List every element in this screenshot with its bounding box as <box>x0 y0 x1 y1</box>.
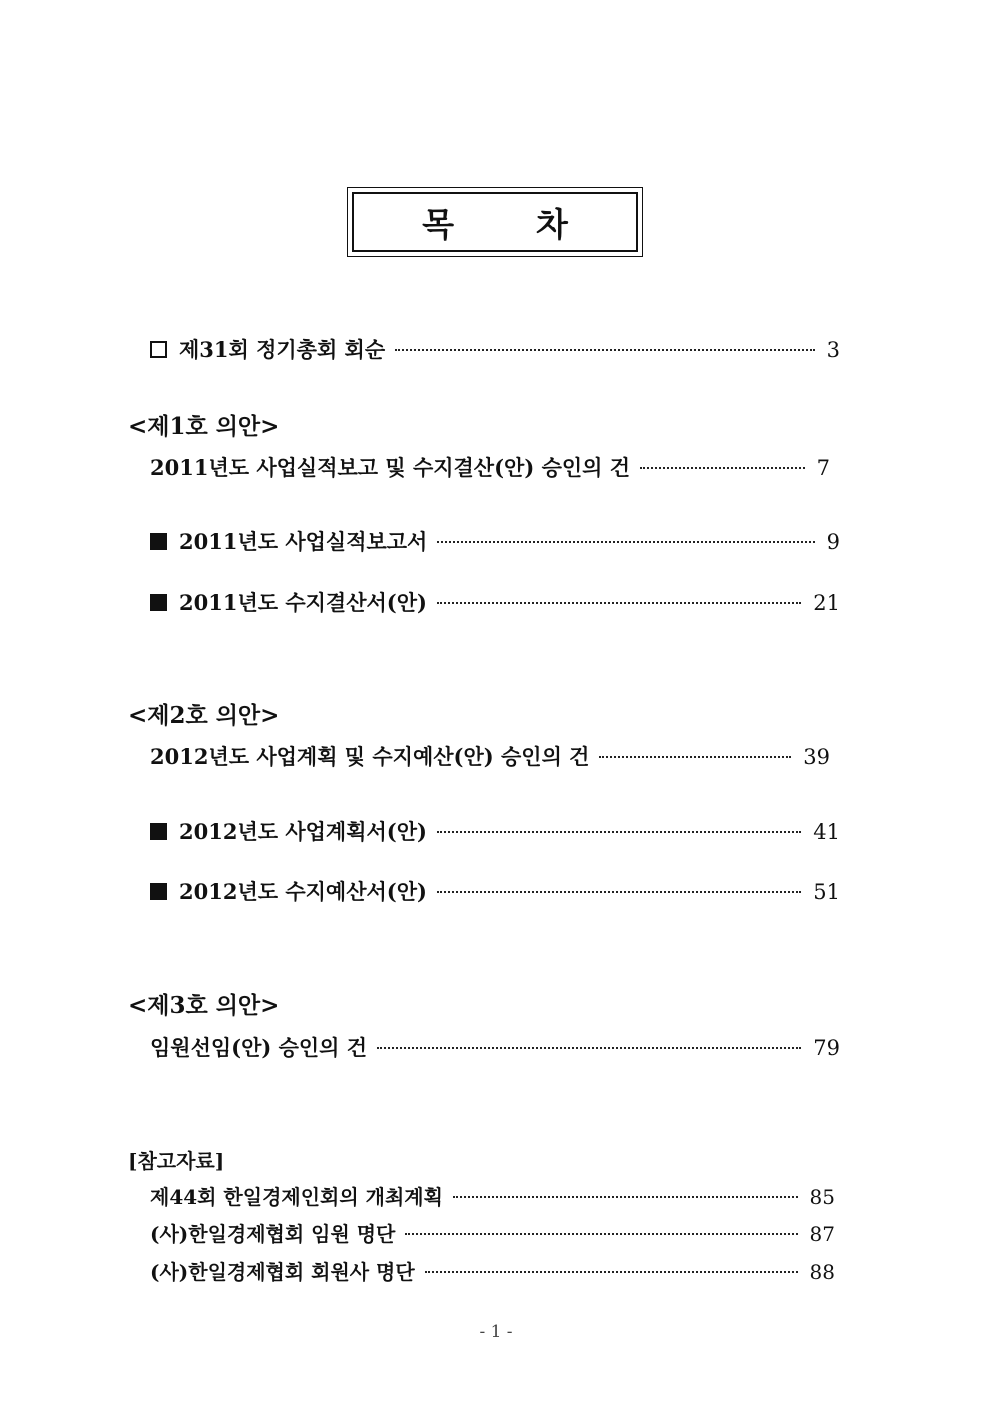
dot-leader <box>405 1233 797 1235</box>
dot-leader <box>599 756 791 758</box>
toc-page: 41 <box>813 820 840 844</box>
filled-square-icon <box>150 823 167 840</box>
toc-page: 79 <box>813 1036 840 1060</box>
agenda3-heading: <제3호 의안> <box>128 992 280 1019</box>
toc-page: 88 <box>809 1260 835 1284</box>
toc-label: 제31회 정기총회 회순 <box>179 337 386 362</box>
dot-leader <box>437 891 801 893</box>
toc-entry-agenda1-main[interactable] <box>150 452 830 482</box>
toc-label: 2012년도 수지예산서(안) <box>179 879 427 904</box>
toc-page: 3 <box>826 338 840 362</box>
title-left: 목 <box>422 204 454 244</box>
title-box-inner <box>352 192 638 252</box>
toc-label: 2011년도 사업실적보고서 <box>179 529 428 554</box>
toc-entry-agenda3-main[interactable] <box>150 1032 840 1062</box>
toc-entry-intro[interactable] <box>150 334 840 364</box>
toc-label: 임원선임(안) 승인의 건 <box>150 1035 368 1060</box>
agenda2-heading: <제2호 의안> <box>128 702 280 729</box>
agenda1-heading: <제1호 의안> <box>128 413 280 440</box>
toc-label: 2011년도 사업실적보고 및 수지결산(안) 승인의 건 <box>150 455 631 480</box>
toc-page: 85 <box>809 1185 835 1209</box>
dot-leader <box>437 541 814 543</box>
toc-label: 제44회 한일경제인회의 개최계획 <box>150 1185 443 1209</box>
toc-entry-ref3[interactable] <box>150 1256 835 1285</box>
filled-square-icon <box>150 533 167 550</box>
toc-entry-ref1[interactable] <box>150 1181 835 1210</box>
dot-leader <box>640 467 805 469</box>
toc-entry-agenda1-item2[interactable] <box>150 587 840 617</box>
title-right: 차 <box>536 204 568 244</box>
reference-heading: [참고자료] <box>128 1149 225 1173</box>
toc-label: 2011년도 수지결산서(안) <box>179 590 427 615</box>
dot-leader <box>437 831 801 833</box>
toc-page: 21 <box>813 591 840 615</box>
toc-entry-ref2[interactable] <box>150 1218 835 1247</box>
filled-square-icon <box>150 883 167 900</box>
toc-page: 9 <box>826 530 840 554</box>
page-title <box>422 199 568 246</box>
toc-label: 2012년도 사업계획 및 수지예산(안) 승인의 건 <box>150 744 590 769</box>
dot-leader <box>395 349 814 351</box>
open-square-icon <box>150 341 167 358</box>
toc-entry-agenda1-item1[interactable] <box>150 526 840 556</box>
filled-square-icon <box>150 594 167 611</box>
toc-label: (사)한일경제협회 회원사 명단 <box>150 1260 415 1284</box>
toc-label: (사)한일경제협회 임원 명단 <box>150 1222 396 1246</box>
dot-leader <box>437 602 801 604</box>
page-number-footer: - 1 - <box>479 1322 513 1342</box>
toc-entry-agenda2-item1[interactable] <box>150 816 840 846</box>
dot-leader <box>377 1047 801 1049</box>
title-box <box>347 187 643 257</box>
toc-page: 51 <box>813 880 840 904</box>
toc-label: 2012년도 사업계획서(안) <box>179 819 427 844</box>
toc-entry-agenda2-item2[interactable] <box>150 876 840 906</box>
toc-entry-agenda2-main[interactable] <box>150 741 830 771</box>
dot-leader <box>453 1196 798 1198</box>
toc-page: 39 <box>803 745 830 769</box>
dot-leader <box>425 1271 798 1273</box>
toc-page: 87 <box>809 1222 835 1246</box>
toc-page: 7 <box>816 456 830 480</box>
